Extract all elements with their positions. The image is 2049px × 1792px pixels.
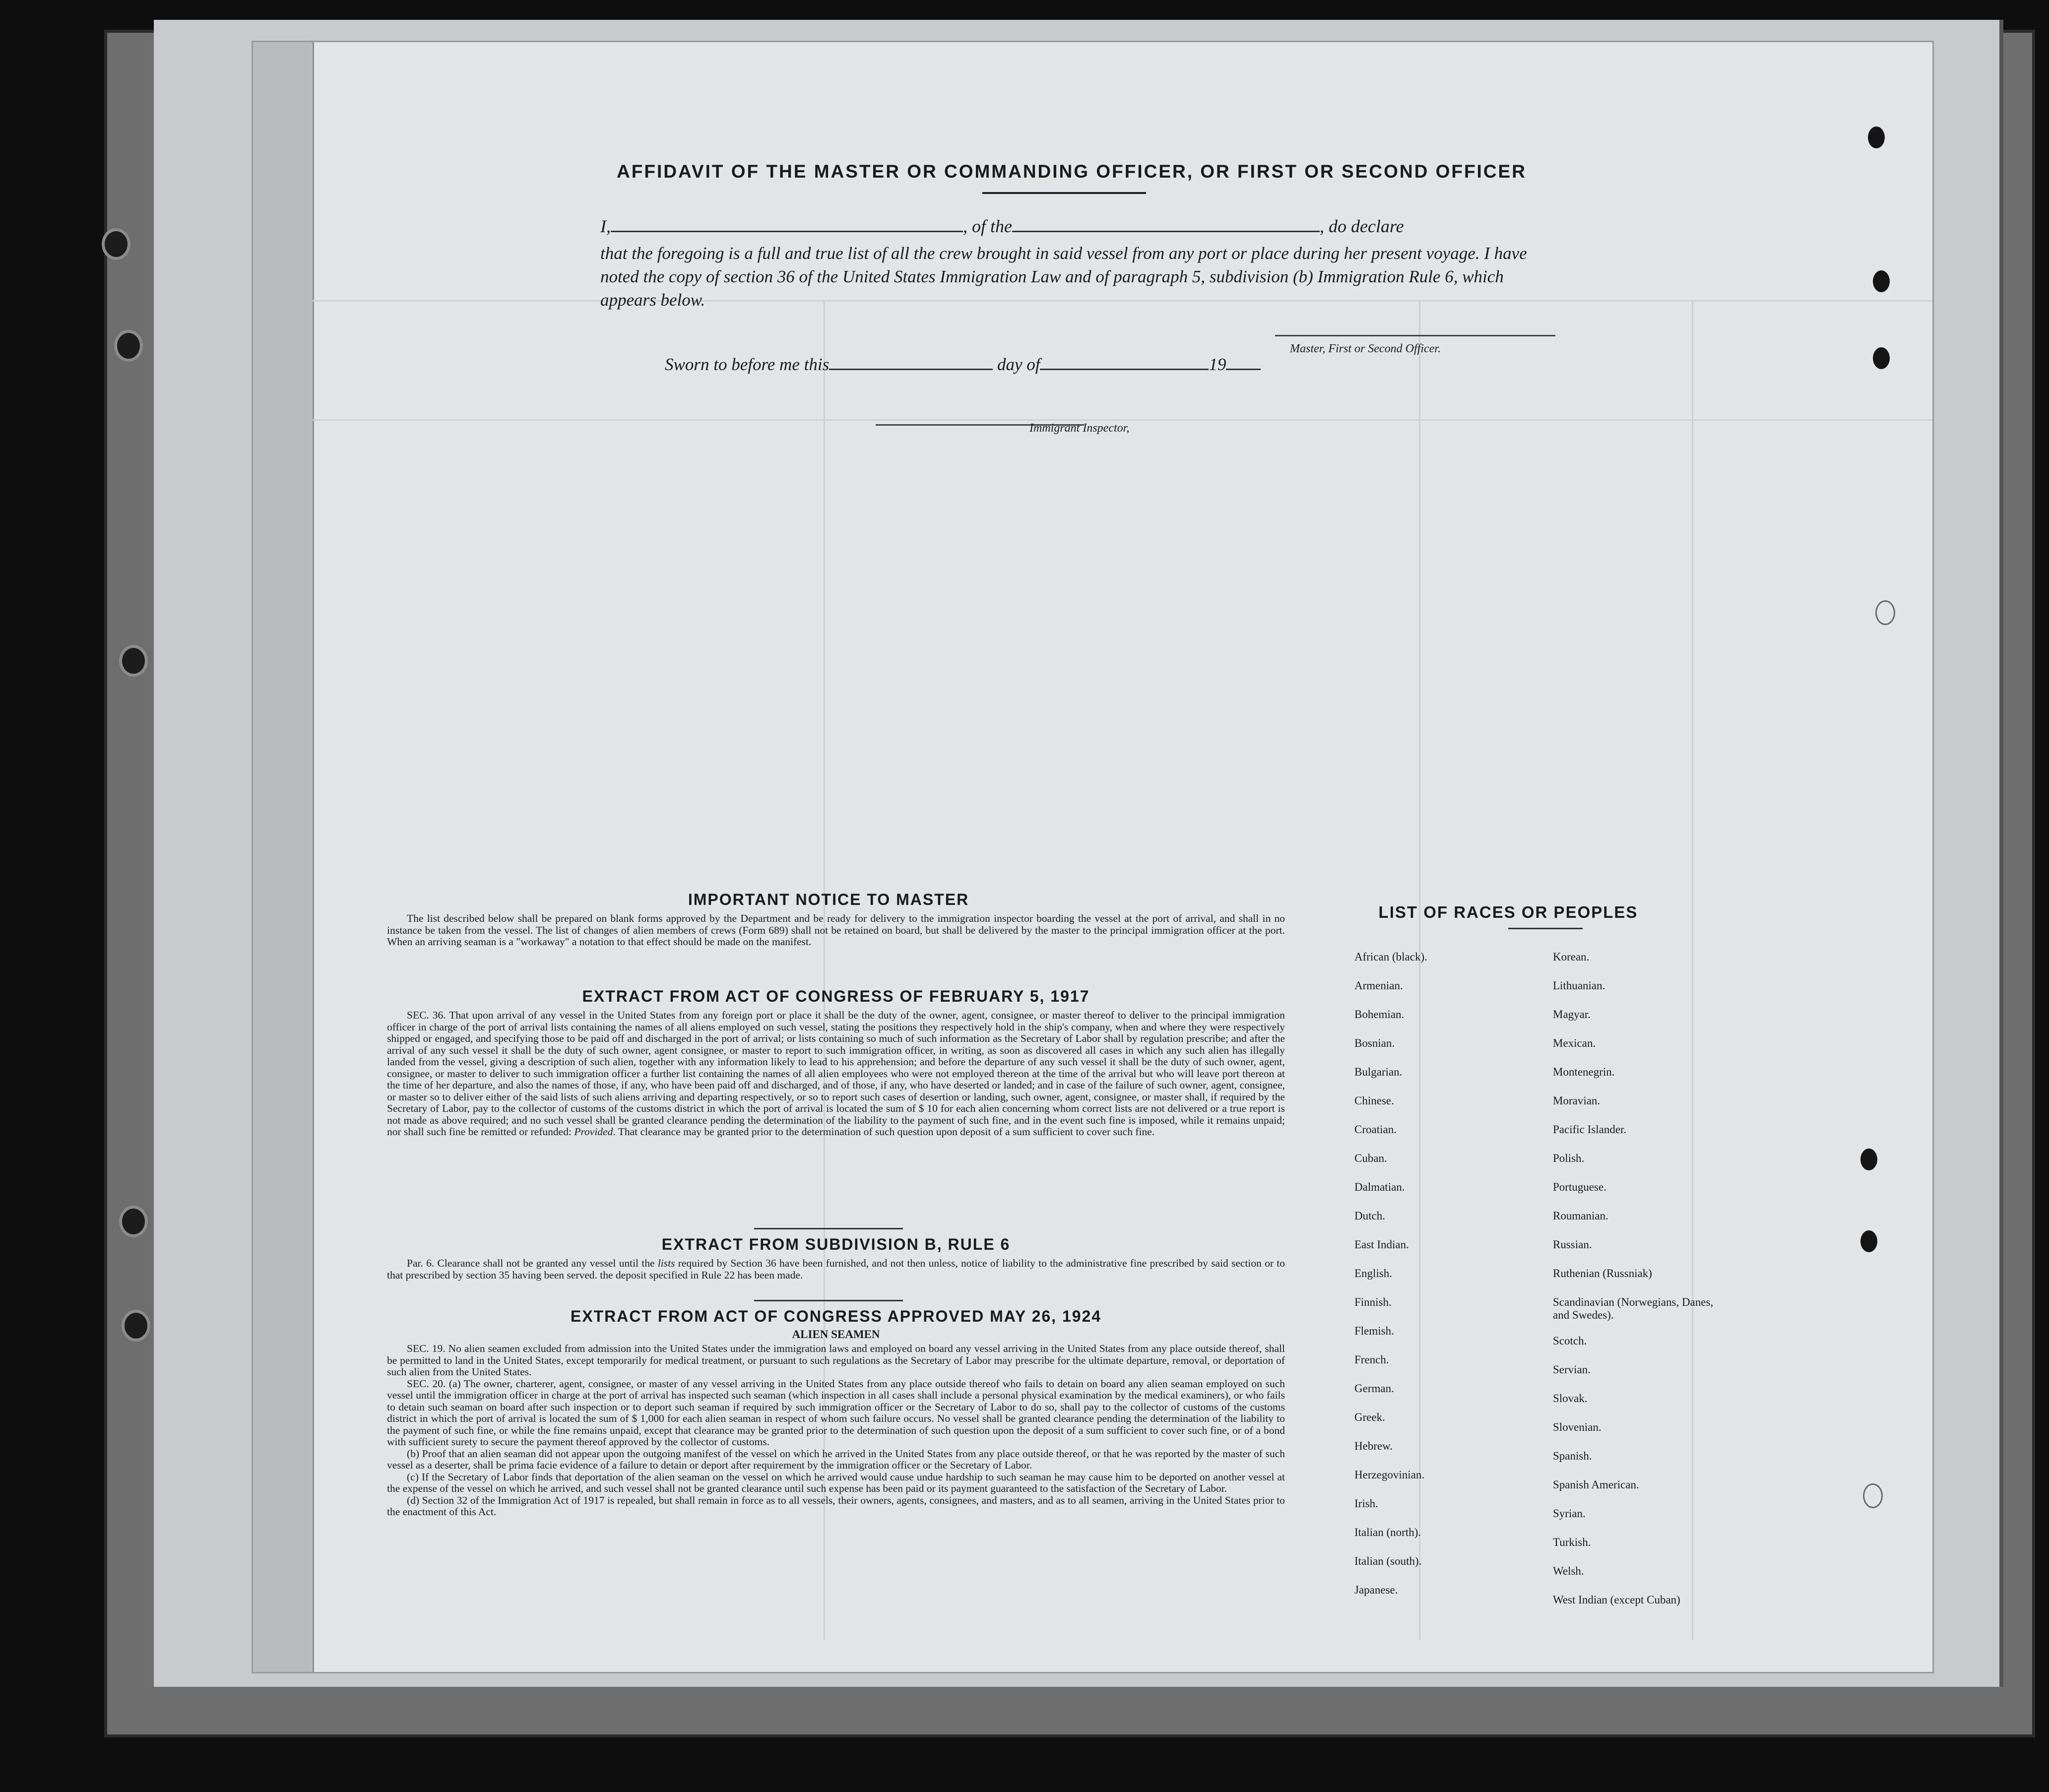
sworn-month-blank[interactable] bbox=[1040, 369, 1209, 370]
binder-hole bbox=[122, 1310, 150, 1342]
race-item: Bulgarian. bbox=[1354, 1066, 1403, 1078]
master-signature-label: Master, First or Second Officer. bbox=[1290, 342, 1441, 355]
race-item: Russian. bbox=[1553, 1238, 1592, 1251]
lists-term: lists bbox=[657, 1257, 675, 1269]
race-item: Mexican. bbox=[1553, 1037, 1596, 1049]
extract-rule6-title: EXTRACT FROM SUBDIVISION B, RULE 6 bbox=[661, 1235, 1011, 1253]
sworn-label: Sworn to before me this bbox=[665, 355, 830, 374]
race-item: Croatian. bbox=[1354, 1123, 1397, 1136]
punch-hole bbox=[1868, 127, 1885, 148]
race-item: Flemish. bbox=[1354, 1325, 1394, 1337]
declarant-name-blank[interactable] bbox=[611, 231, 963, 232]
race-item: East Indian. bbox=[1354, 1238, 1409, 1251]
section-20d-text: (d) Section 32 of the Immigration Act of 1917 is repealed, but shall remain in force as to all vessels, their owners, agents, consignees, and masters, and as to all seamen, arriving in the United States prior to the enactment of this Act. bbox=[387, 1494, 1285, 1518]
race-item: Ruthenian (Russniak) bbox=[1553, 1267, 1652, 1280]
of-the-label: , of the bbox=[963, 216, 1012, 236]
race-item: Chinese. bbox=[1354, 1094, 1394, 1107]
sworn-line bbox=[665, 355, 1261, 375]
race-item: Spanish. bbox=[1553, 1450, 1592, 1462]
race-item: Lithuanian. bbox=[1553, 979, 1605, 992]
affidavit-title: AFFIDAVIT OF THE MASTER OR COMMANDING OFFICER, OR FIRST OR SECOND OFFICER bbox=[617, 161, 1527, 182]
race-item: Turkish. bbox=[1553, 1536, 1591, 1548]
section-20c-text: (c) If the Secretary of Labor finds that deportation of the alien seaman on the vessel on which he arrived would cause undue hardship to such seaman he may cause him to be deported on another vessel at the expense of the vessel on which he arrived, and such vessel shall not be granted clearance until such expense has been paid or its payment guaranteed to the satisfaction of the Secretary of Labor. bbox=[387, 1471, 1285, 1494]
race-item: Syrian. bbox=[1553, 1507, 1586, 1520]
inspector-label: Immigrant Inspector, bbox=[1029, 422, 1130, 435]
race-item: Polish. bbox=[1553, 1152, 1585, 1164]
section-19-text: SEC. 19. No alien seamen excluded from admission into the United States under the immigration laws and employed on board any vessel arriving in the United States from any place outside thereof, shall be permitted to land in the United States, except temporarily for medical treatment, or pursuant to such regulations as the Secretary of Labor may prescribe for the ultimate departure, removal, or deportation of such alien from the United States. bbox=[387, 1343, 1285, 1378]
race-item: Servian. bbox=[1553, 1363, 1591, 1376]
extract-1917-text bbox=[387, 1010, 1285, 1138]
race-item: Dutch. bbox=[1354, 1210, 1385, 1222]
affidavit-statement: that the foregoing is a full and true list of all the crew brought in said vessel from any port or place during her present voyage. I have noted the copy of section 36 of the United States Immigration Law and of paragraph 5, subdivision (b) Immigration Rule 6, which appears below. bbox=[600, 244, 1527, 310]
title-underline bbox=[982, 192, 1146, 194]
section-divider bbox=[754, 1300, 903, 1301]
race-item: Italian (north). bbox=[1354, 1526, 1421, 1538]
notice-title: IMPORTANT NOTICE TO MASTER bbox=[688, 891, 969, 908]
notice-text: The list described below shall be prepared on blank forms approved by the Department and be ready for delivery to the immigration inspector boarding the vessel at the port of arrival, and shall in no instance be taken from the vessel. The list of changes of alien members of crews (Form 689) shall not be retained on board, but shall be delivered by the master to the principal immigration officer at the port. When an arriving seaman is a "workaway" a notation to that effect should be made on the manifest. bbox=[387, 912, 1285, 948]
extract-rule6-text bbox=[387, 1258, 1285, 1281]
race-item: Korean. bbox=[1553, 951, 1590, 963]
race-item: Scandinavian (Norwegians, Danes, and Swedes). bbox=[1553, 1296, 1714, 1321]
race-item: Cuban. bbox=[1354, 1152, 1387, 1164]
race-item: Armenian. bbox=[1354, 979, 1403, 992]
race-item: Portuguese. bbox=[1553, 1181, 1606, 1193]
punch-hole bbox=[1875, 600, 1895, 625]
race-item: Greek. bbox=[1354, 1411, 1385, 1423]
race-item: Herzegovinian. bbox=[1354, 1469, 1425, 1481]
alien-seamen-subtitle: ALIEN SEAMEN bbox=[792, 1328, 880, 1341]
races-left-column bbox=[1354, 943, 1427, 1604]
race-item: Magyar. bbox=[1553, 1008, 1591, 1021]
year-prefix: 19 bbox=[1209, 355, 1226, 374]
extract-1924-text bbox=[387, 1343, 1285, 1518]
race-item: Italian (south). bbox=[1354, 1555, 1422, 1567]
race-item: Slovak. bbox=[1553, 1392, 1588, 1405]
extract-1924-title: EXTRACT FROM ACT OF CONGRESS APPROVED MAY 26, 1924 bbox=[570, 1307, 1102, 1325]
manifest-back-page bbox=[253, 42, 1932, 1672]
race-item: Bohemian. bbox=[1354, 1008, 1405, 1021]
declarant-prefix: I, bbox=[600, 216, 611, 236]
binder-hole bbox=[119, 1206, 148, 1237]
race-item: Japanese. bbox=[1354, 1584, 1398, 1596]
extract-1917-title: EXTRACT FROM ACT OF CONGRESS OF FEBRUARY 5, 1917 bbox=[582, 987, 1090, 1005]
races-title: LIST OF RACES OR PEOPLES bbox=[1378, 903, 1638, 921]
section-divider bbox=[754, 1228, 903, 1229]
rule6-text-a: Par. 6. Clearance shall not be granted any vessel until the bbox=[407, 1257, 658, 1269]
day-of-label: day of bbox=[997, 355, 1040, 374]
race-item: French. bbox=[1354, 1353, 1389, 1366]
race-item: Scotch. bbox=[1553, 1335, 1587, 1347]
race-item: Moravian. bbox=[1553, 1094, 1601, 1107]
punch-hole bbox=[1873, 270, 1890, 292]
sworn-year-blank[interactable] bbox=[1226, 369, 1261, 370]
do-declare-label: , do declare bbox=[1319, 216, 1404, 236]
race-item: English. bbox=[1354, 1267, 1393, 1280]
rule6-text-b: required by Section 36 have been furnished, and not then unless, notice of liability to the administrative fine prescribed by said section or to that prescribed by section 35 having been served. the deposit specified in Rule 22 has been made. bbox=[387, 1257, 1285, 1281]
sworn-day-blank[interactable] bbox=[829, 369, 993, 370]
race-item: Spanish American. bbox=[1553, 1478, 1639, 1491]
race-item: Dalmatian. bbox=[1354, 1181, 1405, 1193]
race-item: Pacific Islander. bbox=[1553, 1123, 1627, 1136]
vessel-name-blank[interactable] bbox=[1012, 231, 1320, 232]
binder-hole bbox=[119, 645, 148, 677]
punch-hole bbox=[1860, 1230, 1877, 1252]
race-item: Hebrew. bbox=[1354, 1440, 1393, 1452]
binder-hole bbox=[114, 330, 143, 362]
race-item: Montenegrin. bbox=[1553, 1066, 1615, 1078]
section-36-text: SEC. 36. That upon arrival of any vessel in the United States from any foreign port or place it shall be the duty of the owner, agent, consignee, or master thereof to deliver to the principal immigration officer in charge of the port of arrival lists containing the names of all aliens employed on such vessel, stating the positions they respectively hold in the ship's company, when and where they were respectively shipped or engaged, and specifying those to be paid off and discharged in the port of arrival; or lists containing so much of such information as the Secretary of Labor shall by regulation prescribe; and after the arrival of any such vessel it shall be the duty of such owner, agent consignee, or master to report to such immigration officer, in writing, as soon as discovered all cases in which any such alien has illegally landed from the vessel, giving a description of such alien, together with any information likely to lead to his apprehension; and before the departure of any such vessel it shall be the duty of such owner, agent, consignee, or master to deliver to such immigration officer a further list containing the names of all alien employees who were not employed thereon at the time of the arrival but who will leave port thereon at the time of her departure, and also the names of those, if any, who have been paid off and discharged, and of those, if any, who have deserted or landed; and in case of the failure of such owner, agent, consignee, or master so to deliver either of the said lists of such aliens arriving and departing respectively, or so to report such cases of desertion or landing, such owner, agent, consignee, or master shall, if required by the Secretary of Labor, pay to the collector of customs of the customs district in which the port of arrival is located the sum of $ 10 for each alien concerning whom correct lists are not delivered or a true report is not made as above required; and no such vessel shall be granted clearance pending the determination of the liability to the payment of such fine, and in the event such fine is imposed, while it remains unpaid; nor shall such fine be remitted or refunded: bbox=[387, 1009, 1285, 1138]
affidavit-declaration-line bbox=[600, 216, 1404, 237]
race-item: West Indian (except Cuban) bbox=[1553, 1594, 1680, 1606]
page-margin-strip bbox=[253, 42, 314, 1672]
punch-hole bbox=[1863, 1483, 1883, 1508]
section-36-proviso: . That clearance may be granted prior to the determination of such question upon deposit of a sum sufficient to cover such fine. bbox=[613, 1126, 1155, 1138]
section-20b-text: (b) Proof that an alien seaman did not appear upon the outgoing manifest of the vessel on which he arrived in the United States from any place outside thereof, or that he was reported by the master of such vessel as a deserter, shall be prima facie evidence of a failure to detain or deport after requirement by the immigration officer or the Secretary of Labor. bbox=[387, 1447, 1285, 1471]
races-right-column bbox=[1553, 943, 1731, 1614]
provided-term: Provided bbox=[574, 1126, 613, 1138]
race-item: Welsh. bbox=[1553, 1565, 1584, 1577]
master-signature-blank[interactable] bbox=[1275, 335, 1555, 336]
section-20a-text: SEC. 20. (a) The owner, charterer, agent, consignee, or master of any vessel arriving in the United States from any place outside thereof who fails to detain on board any alien seaman employed on such vessel until the immigration officer in charge at the port of arrival has inspected such seaman (which inspection in all cases shall include a personal physical examination by the medical examiners), or who fails to detain such seaman on board after such inspection or to deport such seaman if required by such immigration officer or the Secretary of Labor to do so, shall pay to the collector of customs of the customs district in which the port of arrival is located the sum of $ 1,000 for each alien seaman in respect of whom such failure occurs. No vessel shall be granted clearance pending the determination of the liability to the payment of such fine, or while the fine remains unpaid, except that clearance may be granted prior to the determination of such question upon the deposit of a sum sufficient to cover such fine, or of a bond with sufficient surety to secure the payment thereof approved by the collector of customs. bbox=[387, 1377, 1285, 1448]
race-item: African (black). bbox=[1354, 951, 1427, 963]
bleed-through-rule bbox=[313, 419, 1932, 421]
race-item: German. bbox=[1354, 1382, 1394, 1395]
punch-hole bbox=[1873, 347, 1890, 369]
race-item: Finnish. bbox=[1354, 1296, 1392, 1308]
race-item: Roumanian. bbox=[1553, 1210, 1608, 1222]
race-item: Slovenian. bbox=[1553, 1421, 1601, 1433]
race-item: Irish. bbox=[1354, 1497, 1378, 1510]
races-title-underline bbox=[1508, 928, 1583, 929]
race-item: Bosnian. bbox=[1354, 1037, 1395, 1049]
binder-hole bbox=[102, 228, 130, 260]
punch-hole bbox=[1860, 1149, 1877, 1170]
